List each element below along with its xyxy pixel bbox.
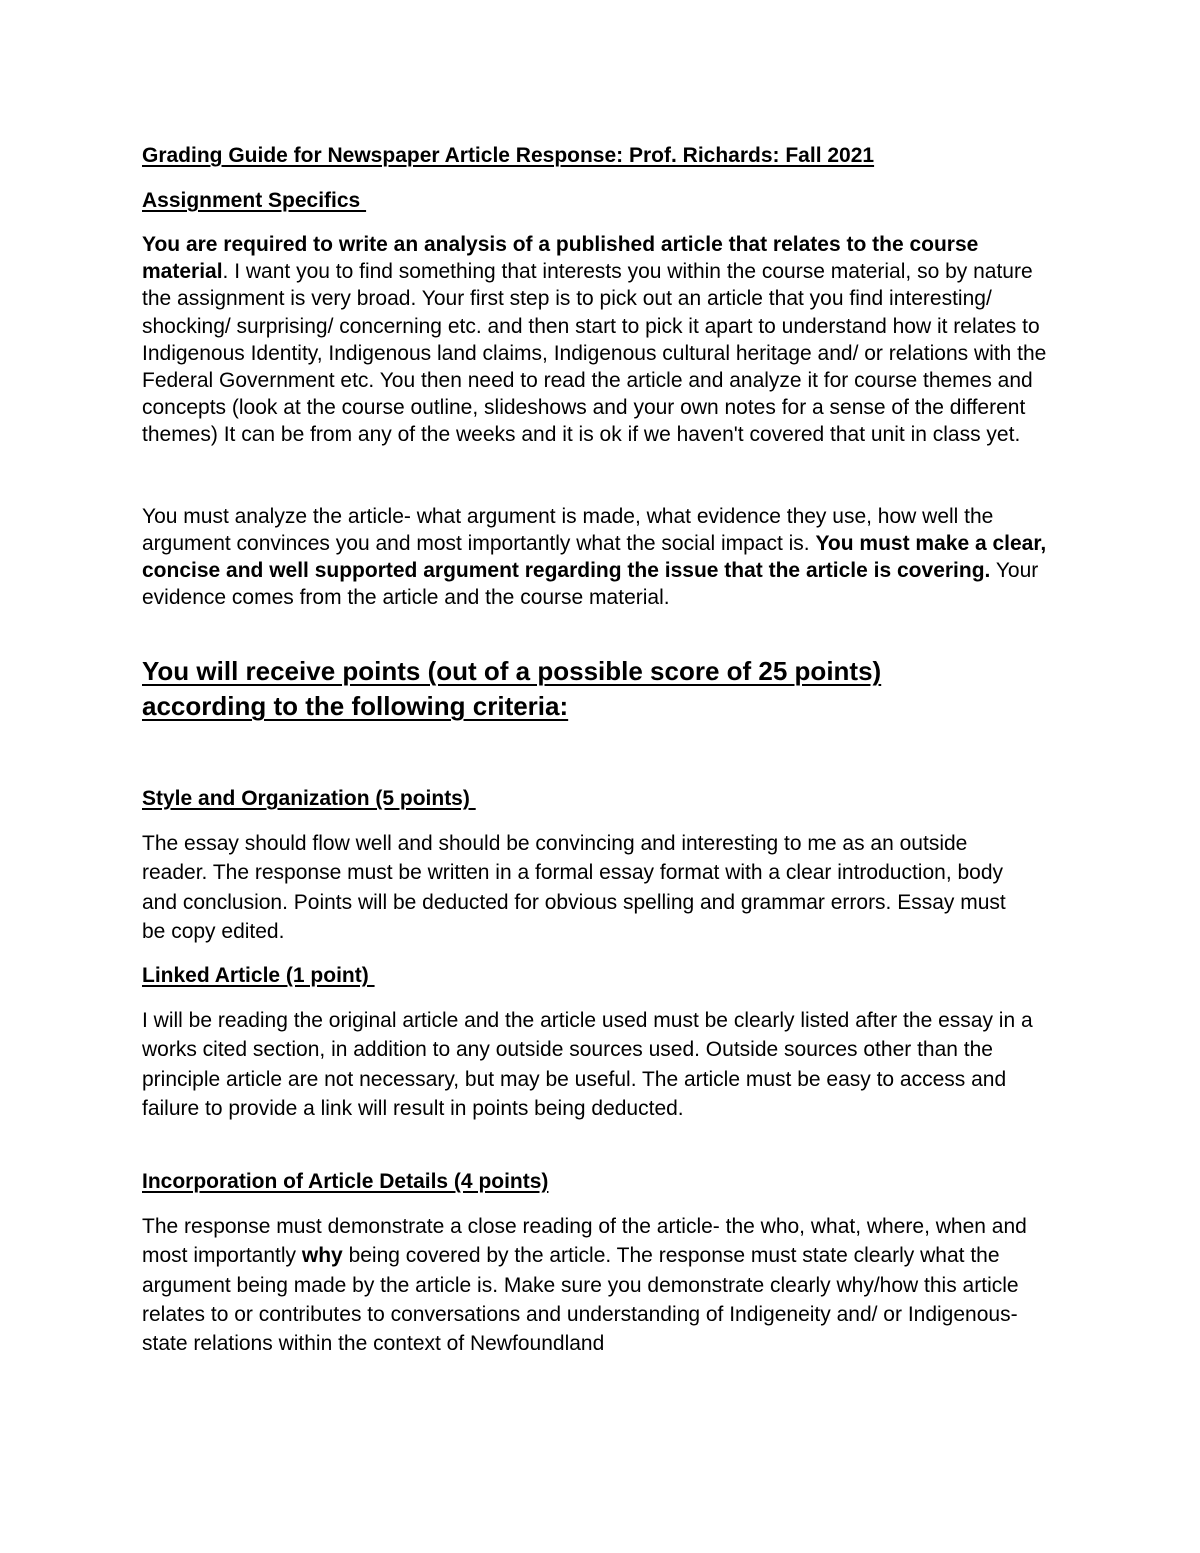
title-text: Grading Guide for Newspaper Article Response: Prof. Richards: Fall 2021 [142, 144, 875, 167]
style-organization-heading: Style and Organization (5 points) [142, 787, 476, 810]
article-details-heading: Incorporation of Article Details (4 points) [142, 1170, 549, 1193]
document-title [142, 142, 1062, 170]
assignment-paragraph-1-text [142, 231, 1060, 449]
criteria-heading-block [142, 654, 962, 724]
evidence-note: Your evidence comes from the article and the course material. [142, 559, 1039, 609]
assignment-paragraph-2 [142, 503, 1062, 611]
article-details-body [142, 1212, 1062, 1358]
style-organization-section [142, 785, 1062, 813]
assignment-paragraph-2-text [142, 503, 1062, 611]
article-details-text [142, 1212, 1062, 1358]
why-emphasis: why [301, 1244, 343, 1268]
assignment-details: . I want you to find something that interests you within the course material, so by nature the assignment is very broad. Your first step is to pick out an article that you find interesting/ shocking/ surprising/ concerning etc. and then start to pick it apart to understand how it relates to Indigenous Identity, Indigenous land claims, Indigenous cultural heritage and/ or relations with the Federal Government etc. You then need to read the article and analyze it for course themes and concepts (look at the course outline, slideshows and your own notes for a sense of the different themes) It can be from any of the weeks and it is ok if we haven't covered that unit in class yet. [142, 260, 1047, 447]
linked-article-section [142, 962, 1062, 990]
linked-article-heading: Linked Article (1 point) [142, 964, 375, 987]
style-organization-text: The essay should flow well and should be convincing and interesting to me as an outside reader. The response must be written in a formal essay format with a clear introduction, body and conclusion. Points will be deducted for obvious spelling and grammar errors. Essay must be copy edited. [142, 832, 1006, 944]
analysis-instructions: You must analyze the article- what argument is made, what evidence they use, how well the argument convinces you and most importantly what the social impact is. [142, 505, 994, 555]
linked-article-text: I will be reading the original article and the article used must be clearly listed after the essay in a works cited section, in addition to any outside sources used. Outside sources other than the principle article are not necessary, but may be useful. The article must be easy to access and failure to provide a link will result in points being deducted. [142, 1009, 1033, 1120]
style-organization-body [142, 829, 1022, 947]
linked-article-body [142, 1006, 1037, 1123]
argument-requirement: You must make a clear, concise and well supported argument regarding the issue that the article is covering. [142, 532, 1047, 582]
article-details-text-b: being covered by the article. The response must state clearly what the argument being made by the article is. Make sure you demonstrate clearly why/how this article relates to or contributes to conversations and understanding of Indigeneity and/ or Indigenous- state relations within the context of Newfoundland [142, 1244, 1019, 1356]
assignment-heading: Assignment Specifics [142, 189, 367, 212]
required-statement: You are required to write an analysis of a published article that relates to the course material [142, 233, 979, 284]
assignment-paragraph-1 [142, 231, 1060, 449]
assignment-section [142, 187, 1062, 215]
criteria-heading: You will receive points (out of a possible score of 25 points) according to the following criteria: [142, 656, 882, 721]
article-details-section [142, 1168, 1062, 1196]
article-details-text-a: The response must demonstrate a close reading of the article- the who, what, where, when and most importantly [142, 1215, 1027, 1268]
